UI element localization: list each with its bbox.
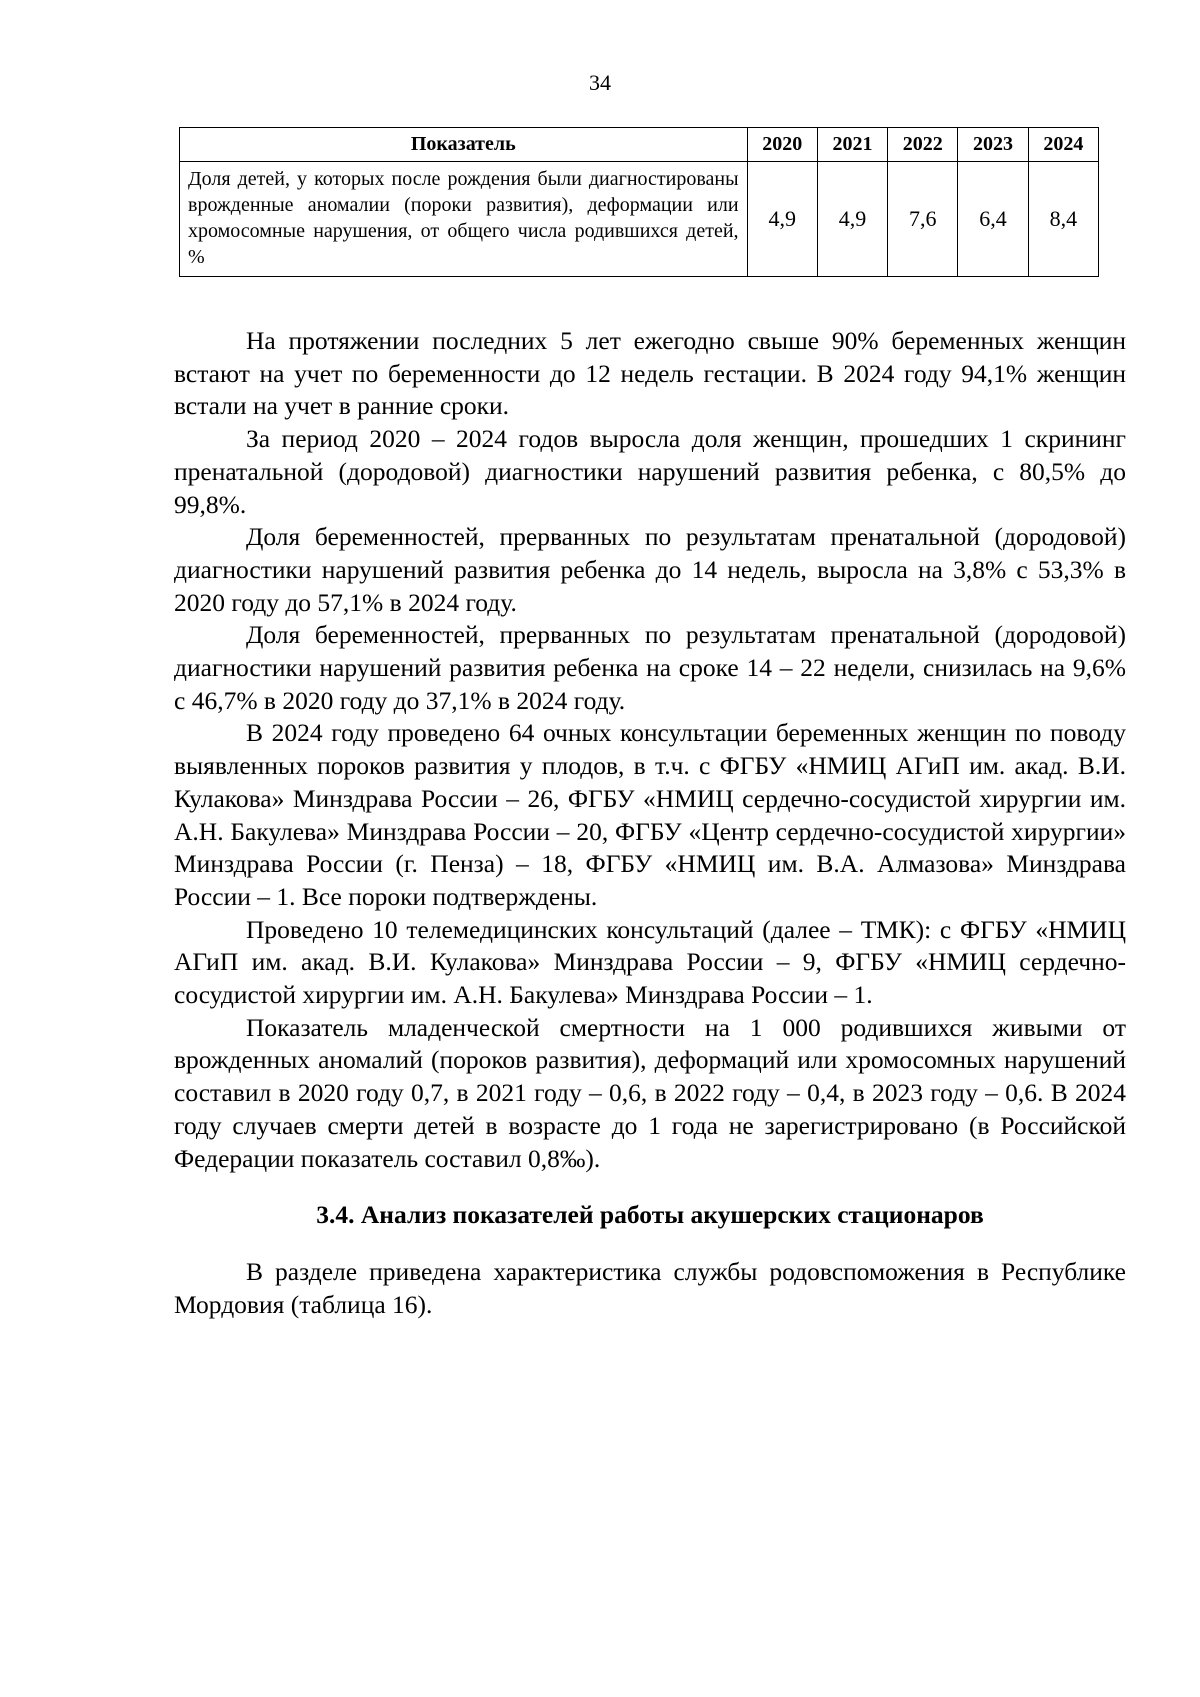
- body-text: [174, 325, 1126, 1321]
- column-header-year: 2024: [1028, 128, 1098, 162]
- column-header-year: 2022: [888, 128, 958, 162]
- paragraph: Показатель младенческой смертности на 1 000 родившихся живыми от врожденных аномалий (пороков развития), деформаций или хромосомных нарушений составил в 2020 году 0,7, в 2021 году – 0,6, в 2022 году – 0,4, в 2023 году – 0,6. В 2024 году случаев смерти детей в возрасте до 1 года не зарегистрировано (в Российской Федерации показатель составил 0,8‰).: [174, 1012, 1126, 1173]
- column-header-year: 2023: [958, 128, 1028, 162]
- value-cell: 4,9: [747, 162, 817, 277]
- paragraph: В разделе приведена характеристика службы родовспоможения в Республике Мордовия (таблица 16).: [174, 1256, 1126, 1319]
- indicator-cell: Доля детей, у которых после рождения были диагностированы врожденные аномалии (пороки развития), деформации или хромосомные нарушения, от общего числа родившихся детей, %: [180, 162, 748, 277]
- paragraph: На протяжении последних 5 лет ежегодно свыше 90% беременных женщин встают на учет по беременности до 12 недель гестации. В 2024 году 94,1% женщин встали на учет в ранние сроки.: [174, 326, 1126, 421]
- value-cell: 6,4: [958, 162, 1028, 277]
- table-row: [180, 162, 1099, 277]
- table-header-row: [180, 128, 1099, 162]
- paragraph: За период 2020 – 2024 годов выросла доля женщин, прошедших 1 скрининг пренатальной (дородовой) диагностики нарушений развития ребенка, с 80,5% до 99,8%.: [174, 424, 1126, 519]
- value-cell: 8,4: [1028, 162, 1098, 277]
- section-heading: 3.4. Анализ показателей работы акушерских стационаров: [316, 1200, 984, 1230]
- page-number: 34: [589, 70, 611, 95]
- paragraph: В 2024 году проведено 64 очных консультации беременных женщин по поводу выявленных пороков развития у плодов, в т.ч. с ФГБУ «НМИЦ АГиП им. акад. В.И. Кулакова» Минздрава России – 26, ФГБУ «НМИЦ сердечно-сосудистой хирургии им. А.Н. Бакулева» Минздрава России – 20, ФГБУ «Центр сердечно-сосудистой хирургии» Минздрава России (г. Пенза) – 18, ФГБУ «НМИЦ им. В.А. Алмазова» Минздрава России – 1. Все пороки подтверждены.: [174, 718, 1126, 911]
- value-cell: 7,6: [888, 162, 958, 277]
- column-header-indicator: Показатель: [180, 128, 748, 162]
- indicator-table: [179, 127, 1099, 277]
- paragraph: Проведено 10 телемедицинских консультаций (далее – ТМК): с ФГБУ «НМИЦ АГиП им. акад. В.И. Кулакова» Минздрава России – 9, ФГБУ «НМИЦ сердечно-сосудистой хирургии им. А.Н. Бакулева» Минздрава России – 1.: [174, 914, 1126, 1010]
- paragraph: Доля беременностей, прерванных по результатам пренатальной (дородовой) диагностики нарушений развития ребенка на сроке 14 – 22 недели, снизилась на 9,6% с 46,7% в 2020 году до 37,1% в 2024 году.: [174, 620, 1126, 715]
- value-cell: 4,9: [817, 162, 887, 277]
- paragraph: Доля беременностей, прерванных по результатам пренатальной (дородовой) диагностики нарушений развития ребенка до 14 недель, выросла на 3,8% с 53,3% в 2020 году до 57,1% в 2024 году.: [174, 522, 1126, 617]
- column-header-year: 2021: [817, 128, 887, 162]
- column-header-year: 2020: [747, 128, 817, 162]
